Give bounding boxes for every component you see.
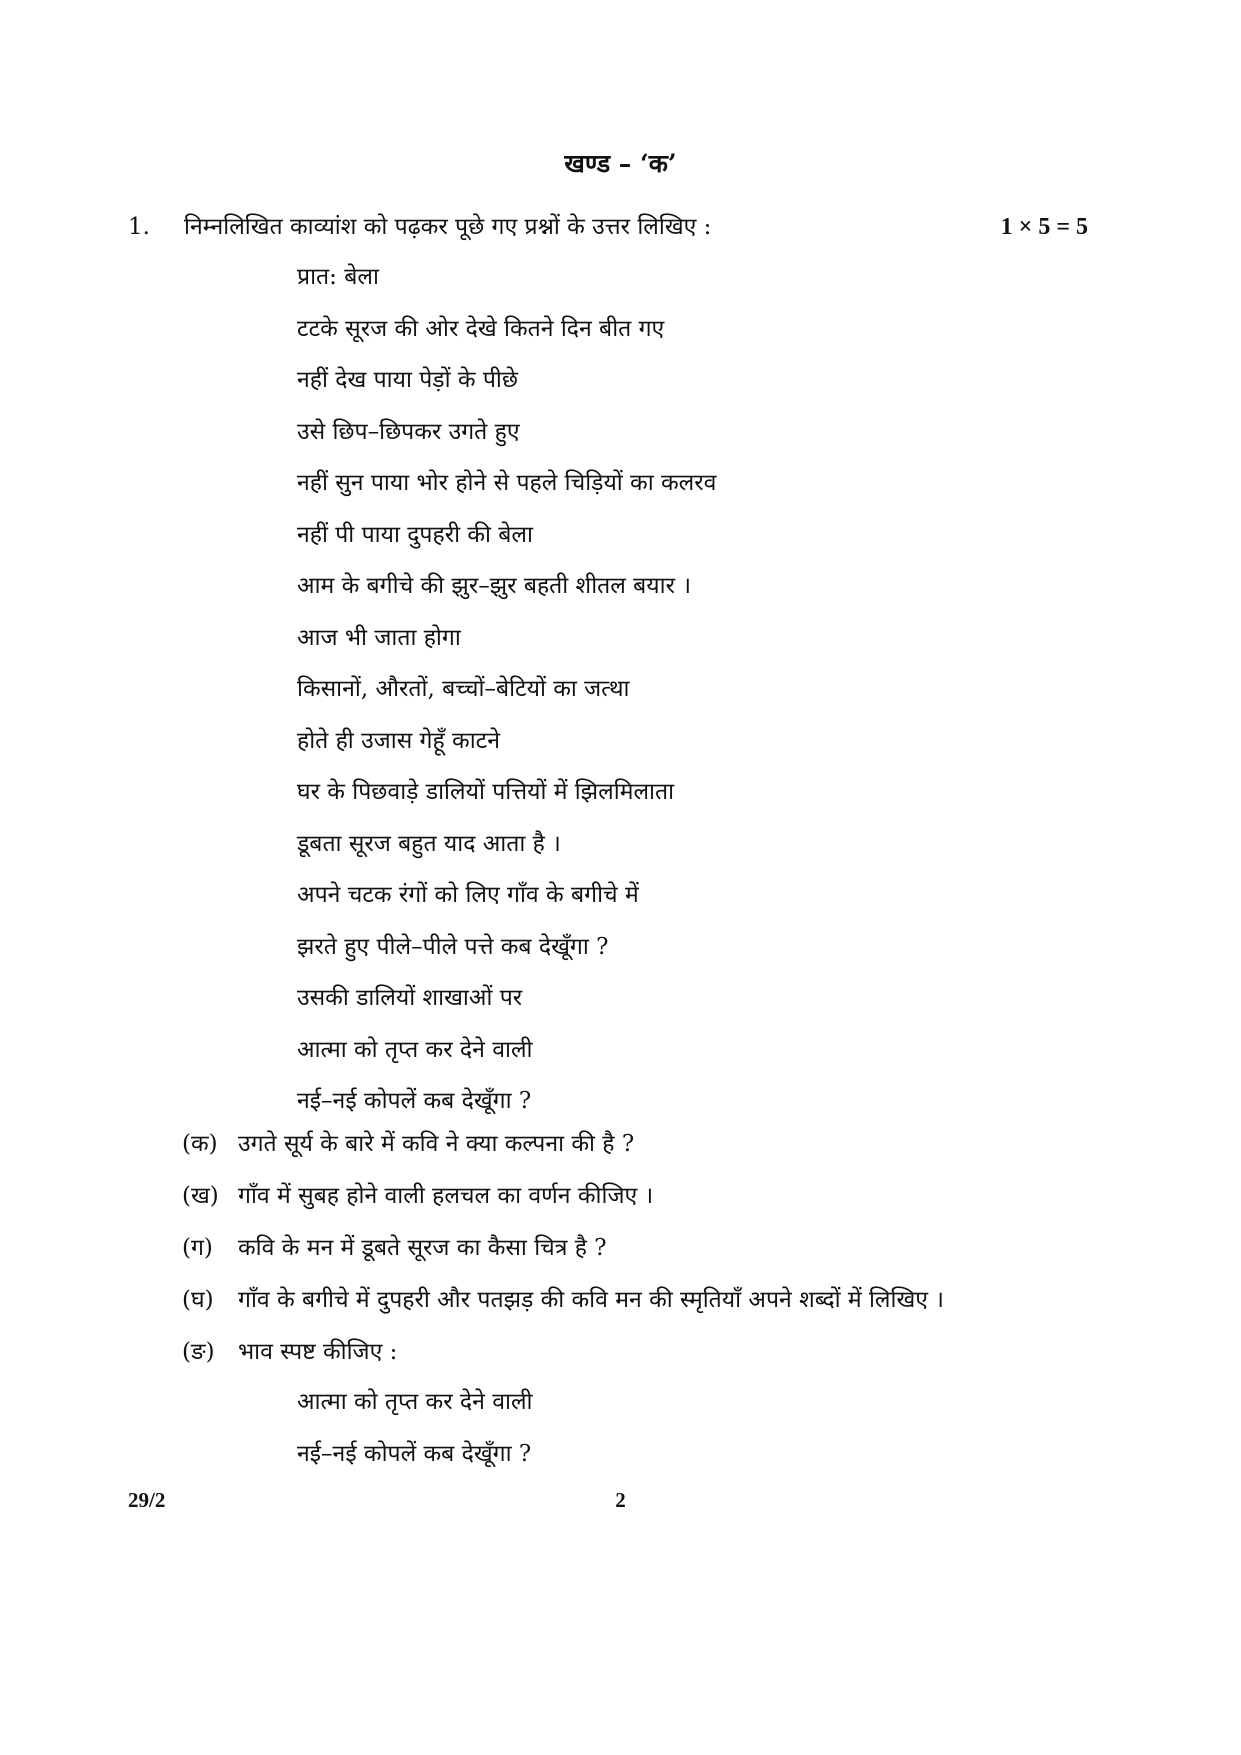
subquestion-text: भाव स्पष्ट कीजिए : [238, 1339, 398, 1365]
poem-line: झरते हुए पीले–पीले पत्ते कब देखूँगा ? [297, 933, 609, 960]
question-instruction: निम्नलिखित काव्यांश को पढ़कर पूछे गए प्रश्नों के उत्तर लिखिए : [184, 214, 712, 240]
poem-line: किसानों, औरतों, बच्चों–बेटियों का जत्था [297, 676, 630, 702]
bhav-line: आत्मा को तृप्त कर देने वाली [297, 1389, 533, 1415]
poem-line: उसकी डालियों शाखाओं पर [297, 985, 523, 1011]
subquestion-label: (क) [182, 1131, 218, 1157]
subquestion-label: (ख) [182, 1183, 219, 1209]
subquestion-gha [182, 1284, 1082, 1336]
bhav-line: नई–नई कोपलें कब देखूँगा ? [297, 1441, 532, 1467]
poem-passage [297, 261, 716, 1137]
poem-line: घर के पिछवाड़े डालियों पत्तियों में झिलमिलाता [297, 779, 675, 805]
page-number: 2 [615, 1488, 626, 1512]
poem-line: नहीं सुन पाया भोर होने से पहले चिड़ियों का कलरव [297, 470, 717, 496]
subquestion-text: उगते सूर्य के बारे में कवि ने क्या कल्पना की है ? [238, 1131, 635, 1157]
subquestion-ka [182, 1128, 1082, 1180]
subquestion-list [182, 1128, 1082, 1388]
poem-line: आम के बगीचे की झुर–झुर बहती शीतल बयार । [297, 573, 692, 599]
bhav-quote [297, 1386, 533, 1490]
subquestion-kha [182, 1180, 1082, 1232]
poem-line: आत्मा को तृप्त कर देने वाली [297, 1036, 533, 1063]
poem-line: उसे छिप–छिपकर उगते हुए [297, 418, 520, 445]
poem-line: नहीं पी पाया दुपहरी की बेला [297, 521, 533, 548]
poem-line: अपने चटक रंगों को लिए गाँव के बगीचे में [297, 882, 639, 908]
subquestion-text: कवि के मन में डूबते सूरज का कैसा चित्र है ? [238, 1235, 607, 1261]
section-title: खण्ड – ‘क’ [564, 149, 677, 178]
paper-code: 29/2 [128, 1488, 166, 1512]
subquestion-text: गाँव के बगीचे में दुपहरी और पतझड़ की कवि मन की स्मृतियाँ अपने शब्दों में लिखिए । [238, 1287, 945, 1313]
poem-line: नई–नई कोपलें कब देखूँगा ? [297, 1088, 532, 1114]
poem-line: टटके सूरज की ओर देखे कितने दिन बीत गए [297, 315, 665, 342]
poem-line: प्रात: बेला [297, 264, 379, 290]
subquestion-label: (घ) [182, 1287, 214, 1313]
poem-line: डूबता सूरज बहुत याद आता है । [297, 830, 561, 857]
poem-line: आज भी जाता होगा [297, 624, 461, 651]
subquestion-label: (ग) [182, 1235, 213, 1261]
question-marks: 1 × 5 = 5 [1000, 214, 1088, 240]
poem-line: नहीं देख पाया पेड़ों के पीछे [297, 367, 518, 393]
subquestion-label: (ङ) [182, 1339, 215, 1365]
poem-line: होते ही उजास गेहूँ काटने [297, 727, 501, 754]
subquestion-nga [182, 1336, 1082, 1388]
question-number: 1. [128, 214, 150, 240]
subquestion-ga [182, 1232, 1082, 1284]
subquestion-text: गाँव में सुबह होने वाली हलचल का वर्णन कीजिए । [238, 1183, 654, 1209]
